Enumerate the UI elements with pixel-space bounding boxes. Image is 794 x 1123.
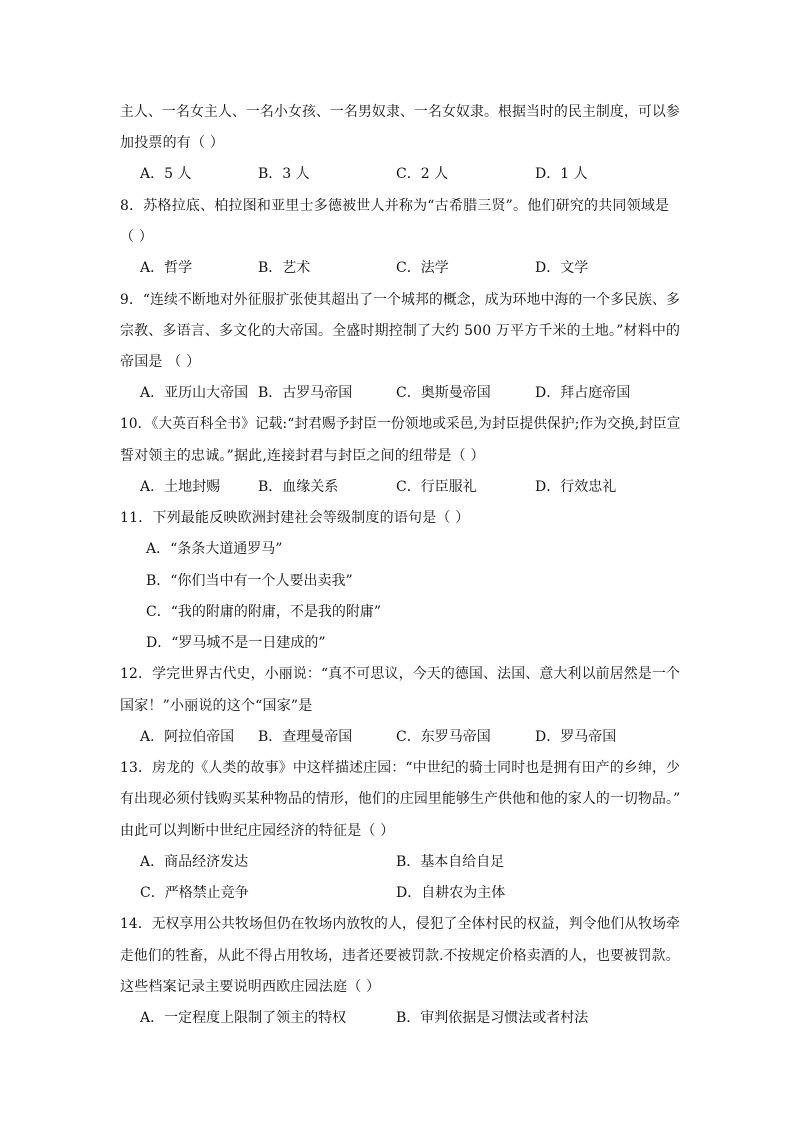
- q11-option-a: A．“条条大道通罗马”: [146, 541, 283, 557]
- q9-option-b: B．古罗马帝国: [258, 385, 353, 401]
- q13-text-line3: 由此可以判断中世纪庄园经济的特征是（ ）: [120, 823, 395, 839]
- q11-option-d: D．“罗马城不是一日建成的”: [146, 635, 326, 651]
- q9-text-line2: 宗教、多语言、多文化的大帝国。全盛时期控制了大约 500 万平方千米的土地。”材料中的: [120, 323, 681, 339]
- q13-text-line2: 有出现必须付钱购买某种物品的情形，他们的庄园里能够生产供他和他的家人的一切物品。”: [120, 791, 681, 807]
- q10-option-b: B．血缘关系: [258, 479, 339, 495]
- q10-option-c: C．行臣服礼: [396, 479, 477, 495]
- q12-option-b: B．查理曼帝国: [258, 729, 353, 745]
- q9-option-d: D．拜占庭帝国: [535, 385, 631, 401]
- q13-option-d: D．自耕农为主体: [396, 885, 506, 901]
- q14-option-a: A．一定程度上限制了领主的特权: [140, 1010, 347, 1026]
- q13-option-c: C．严格禁止竞争: [140, 885, 249, 901]
- q7-option-b: B．3 人: [258, 166, 310, 182]
- q8-text-line1: 8．苏格拉底、柏拉图和亚里士多德被世人并称为“古希腊三贤”。他们研究的共同领域是: [120, 198, 670, 214]
- q14-text-line3: 这些档案记录主要说明西欧庄园法庭（ ）: [120, 979, 381, 995]
- q9-text-line3: 帝国是 （ ）: [120, 354, 201, 370]
- q7-text-line2: 加投票的有（ ）: [120, 135, 225, 151]
- q8-option-c: C．法学: [396, 260, 449, 276]
- q8-option-d: D．文学: [535, 260, 589, 276]
- q10-text-line2: 誓对领主的忠诚。”据此,连接封君与封臣之间的纽带是（ ）: [120, 448, 485, 464]
- q10-option-d: D．行效忠礼: [535, 479, 617, 495]
- q7-option-a: A．5 人: [140, 166, 192, 182]
- q11-option-c: C．“我的附庸的附庸，不是我的附庸”: [146, 604, 382, 620]
- q12-option-c: C．东罗马帝国: [396, 729, 491, 745]
- q10-option-a: A．土地封赐: [140, 479, 221, 495]
- q8-text-line2: （ ）: [120, 229, 154, 245]
- q8-option-b: B．艺术: [258, 260, 311, 276]
- q12-option-d: D．罗马帝国: [535, 729, 617, 745]
- q13-option-a: A．商品经济发达: [140, 854, 249, 870]
- q11-text-line1: 11．下列最能反映欧洲封建社会等级制度的语句是（ ）: [120, 510, 470, 526]
- q10-text-line1: 10．《大英百科全书》记载:“封君赐予封臣一份领地或采邑,为封臣提供保护;作为交换,封臣宣: [120, 416, 681, 432]
- q12-text-line2: 国家！”小丽说的这个“国家”是: [120, 698, 313, 714]
- q9-option-c: C．奥斯曼帝国: [396, 385, 491, 401]
- q7-option-d: D．1 人: [535, 166, 588, 182]
- q9-text-line1: 9．“连续不断地对外征服扩张使其超出了一个城邦的概念，成为环地中海的一个多民族、多: [120, 292, 681, 308]
- q9-option-a: A．亚历山大帝国: [140, 385, 249, 401]
- q7-text-line1: 主人、一名女主人、一名小女孩、一名男奴隶、一名女奴隶。根据当时的民主制度，可以参: [120, 104, 681, 120]
- q12-option-a: A．阿拉伯帝国: [140, 729, 235, 745]
- q7-option-c: C．2 人: [396, 166, 449, 182]
- q14-option-b: B．审判依据是习惯法或者村法: [396, 1010, 589, 1026]
- q14-text-line2: 走他们的牲畜，从此不得占用牧场，违者还要被罚款.不按规定价格卖酒的人，也要被罚款。: [120, 948, 680, 964]
- q14-text-line1: 14．无权享用公共牧场但仍在牧场内放牧的人，侵犯了全体村民的权益，判令他们从牧场牵: [120, 916, 681, 932]
- q13-text-line1: 13．房龙的《人类的故事》中这样描述庄园：“中世纪的骑士同时也是拥有田产的乡绅，少: [120, 760, 681, 776]
- q12-text-line1: 12．学完世界古代史，小丽说：“真不可思议，今天的德国、法国、意大利以前居然是一个: [120, 666, 681, 682]
- q8-option-a: A．哲学: [140, 260, 193, 276]
- q13-option-b: B．基本自给自足: [396, 854, 505, 870]
- q11-option-b: B．“你们当中有一个人要出卖我”: [146, 573, 353, 589]
